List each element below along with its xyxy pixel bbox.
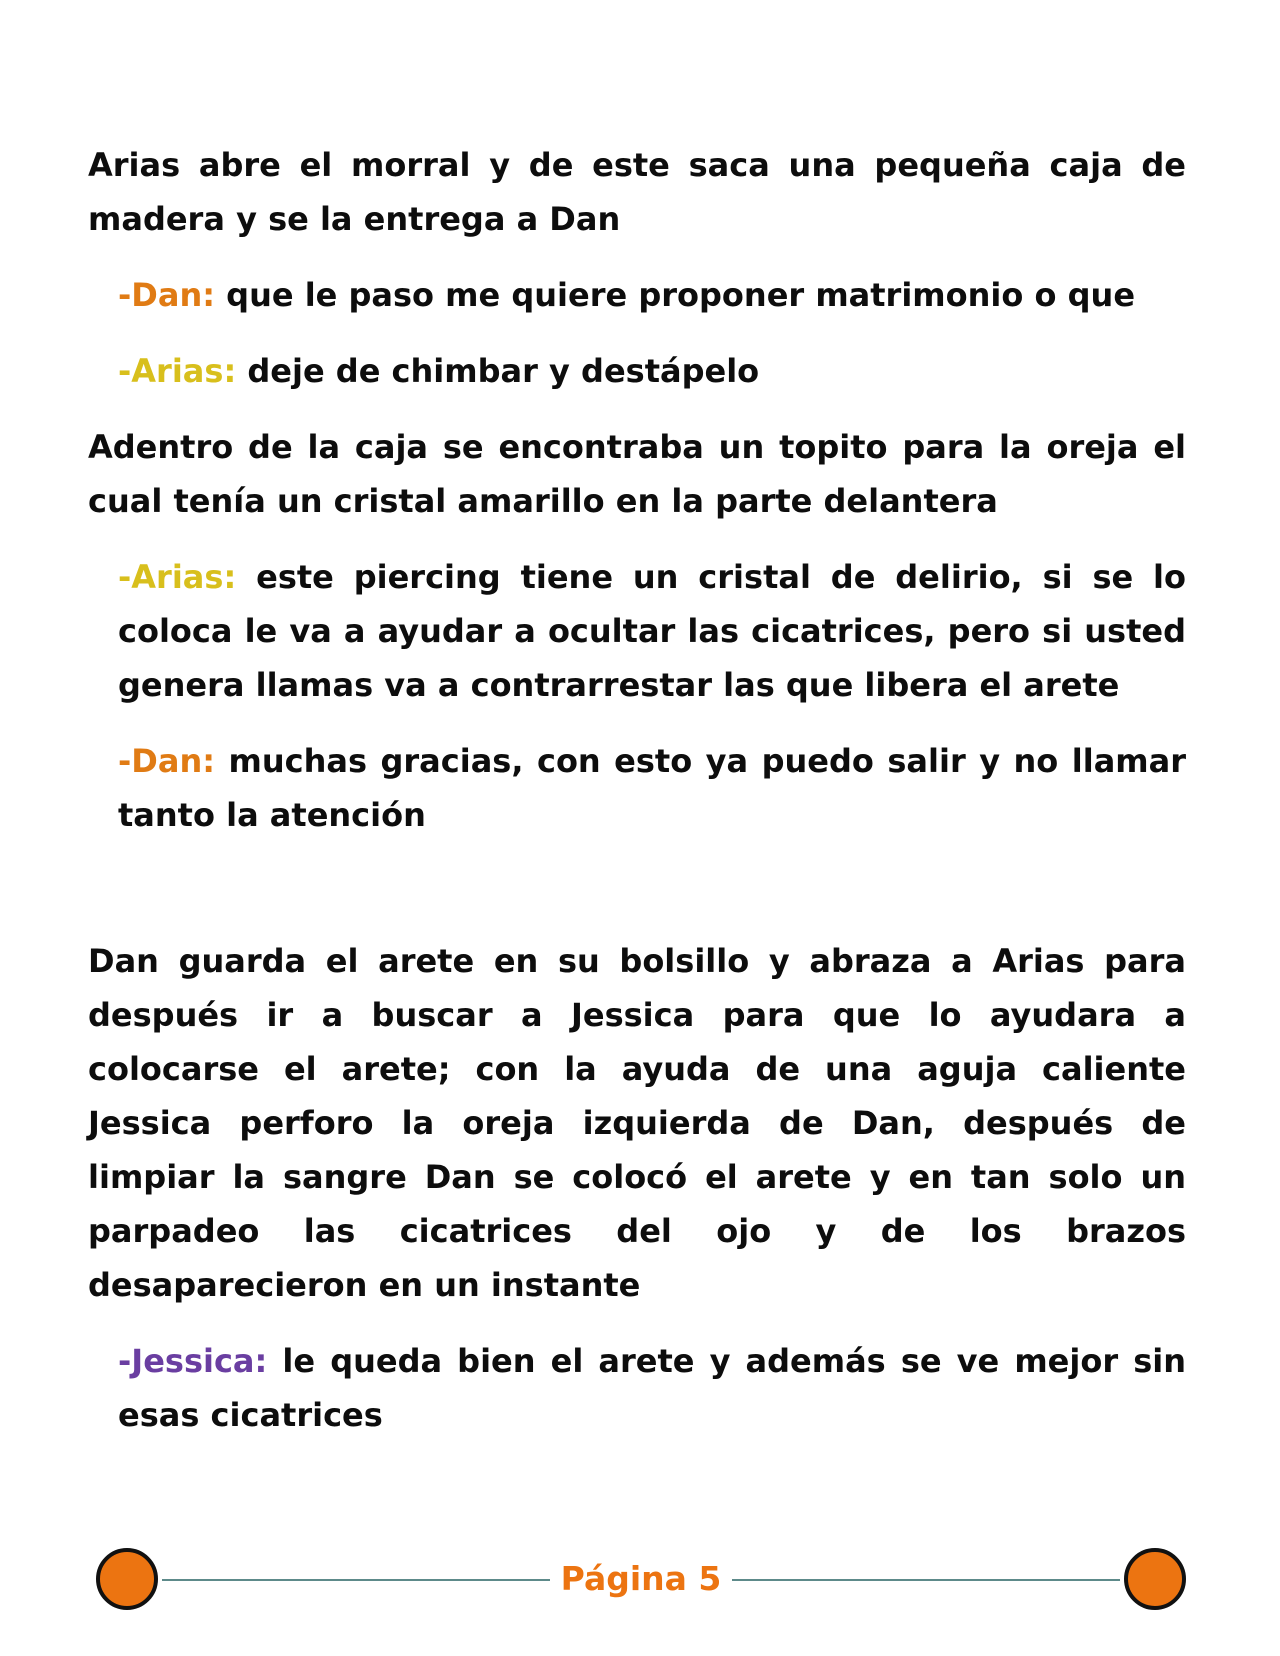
dialogue-text: muchas gracias, con esto ya puedo salir y no llamar tanto la atención xyxy=(118,742,1187,834)
speaker-label-jessica: -Jessica: xyxy=(118,1342,268,1380)
dialogue-line-arias xyxy=(118,550,1186,712)
page-number: Página 5 xyxy=(560,1559,722,1598)
page-footer xyxy=(96,1548,1186,1618)
speaker-label-arias: -Arias: xyxy=(118,352,237,390)
dialogue-text: este piercing tiene un cristal de delirio, si se lo coloca le va a ayudar a ocultar las cicatrices, pero si usted genera llamas va a contrarrestar las que libera el arete xyxy=(118,558,1187,704)
footer-rule-left xyxy=(162,1579,550,1581)
narration-paragraph xyxy=(88,138,1186,246)
dialogue-text: que le paso me quiere proponer matrimonio o que xyxy=(226,276,1136,314)
narration-paragraph xyxy=(88,420,1186,528)
dialogue-text: le queda bien el arete y además se ve mejor sin esas cicatrices xyxy=(118,1342,1187,1434)
speaker-label-dan: -Dan: xyxy=(118,276,216,314)
footer-circle-left-icon xyxy=(96,1548,158,1610)
footer-rule-right xyxy=(732,1579,1120,1581)
dialogue-text: deje de chimbar y destápelo xyxy=(247,352,760,390)
narration-paragraph xyxy=(88,934,1186,1312)
narration-text: Arias abre el morral y de este saca una pequeña caja de madera y se la entrega a Dan xyxy=(88,146,1186,238)
page-body xyxy=(88,138,1186,1442)
dialogue-line-dan xyxy=(118,268,1186,322)
dialogue-line-jessica xyxy=(118,1334,1186,1442)
speaker-label-dan: -Dan: xyxy=(118,742,216,780)
narration-text: Adentro de la caja se encontraba un topito para la oreja el cual tenía un cristal amarillo en la parte delantera xyxy=(88,428,1186,520)
speaker-label-arias: -Arias: xyxy=(118,558,237,596)
dialogue-line-arias xyxy=(118,344,1186,398)
narration-text: Dan guarda el arete en su bolsillo y abraza a Arias para después ir a buscar a Jessica para que lo ayudara a colocarse el arete; con la ayuda de una aguja caliente Jessica perforo la oreja izquierda de Dan, después de limpiar la sangre Dan se colocó el arete y en tan solo un parpadeo las cicatrices del ojo y de los brazos desaparecieron en un instante xyxy=(88,942,1186,1304)
footer-circle-right-icon xyxy=(1124,1548,1186,1610)
dialogue-line-dan xyxy=(118,734,1186,842)
